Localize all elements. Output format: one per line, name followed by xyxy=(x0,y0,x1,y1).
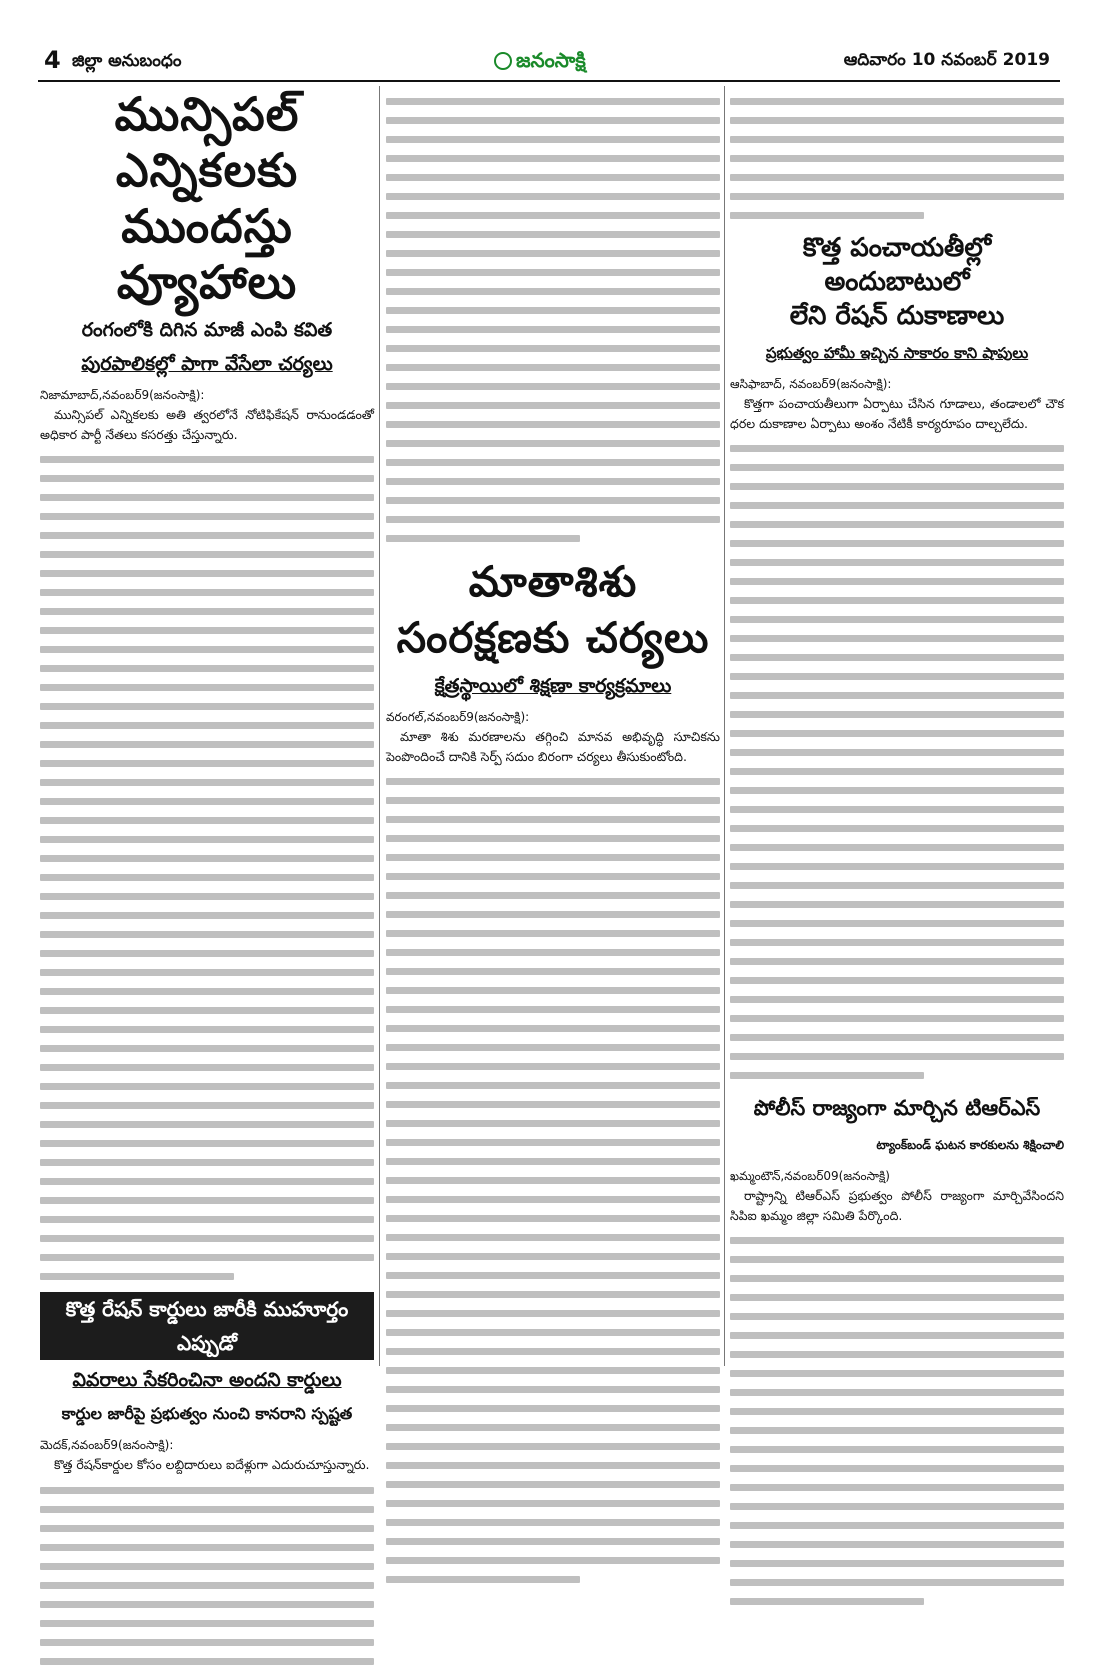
article-headline: సంరక్షణకు చర్యలు xyxy=(396,613,710,662)
article-dateline: మెదక్,నవంబర్9(జనంసాక్షి): xyxy=(40,1438,174,1453)
article-continued xyxy=(730,98,1064,219)
publication-date: ఆదివారం 10 నవంబర్ 2019 xyxy=(843,50,1050,70)
article-dateline: వరంగల్,నవంబర్9(జనంసాక్షి): xyxy=(386,710,530,724)
article-subheadline: వివరాలు సేకరించినా అందని కార్డులు xyxy=(72,1369,342,1392)
article-municipal-elections xyxy=(40,86,374,1280)
article-body xyxy=(730,445,1064,1079)
article-subheadline: పురపాలికల్లో పాగా వేసేలా చర్యలు xyxy=(81,353,333,375)
masthead-rule xyxy=(38,80,1060,82)
article-dateline: ఖమ్మంటౌన్,నవంబర్09(జనంసాక్షి) xyxy=(730,1169,890,1184)
masthead xyxy=(38,46,1060,78)
article-mother-child-care xyxy=(386,554,720,1583)
article-ration-cards-continued xyxy=(386,98,720,542)
article-lead: మున్సిపల్ ఎన్నికలకు అతి త్వరలోనే నోటిఫికేషన్ రానుండడంతో అధికార పార్టీ నేతలు కసరత్తు చేస్తున్నారు. xyxy=(40,407,374,442)
article-subheadline: ప్రభుత్వం హామీ ఇచ్చిన సాకారం కాని షాపులు xyxy=(765,344,1029,362)
article-body xyxy=(40,1487,374,1665)
column-3 xyxy=(730,86,1064,1376)
article-subheadline: రంగంలోకి దిగిన మాజీ ఎంపి కవిత xyxy=(81,319,333,341)
logo-emblem-icon xyxy=(494,52,512,70)
article-lead: కొత్తగా పంచాయతీలుగా ఏర్పాటు చేసిన గూడాలు, తండాలలో చౌక ధరల దుకాణాల ఏర్పాటు అంశం నేటికీ కార్యరూపం దాల్చలేదు. xyxy=(730,396,1064,431)
article-ration-cards xyxy=(40,1292,374,1665)
article-body xyxy=(40,456,374,1280)
paper-name: జనంసాక్షి xyxy=(516,48,586,72)
page-number: 4 xyxy=(44,46,61,74)
article-subheadline: ట్యాంక్‌బండ్ ఘటన కారకులను శిక్షించాలి xyxy=(876,1138,1064,1153)
article-police-state xyxy=(730,1091,1064,1605)
article-body xyxy=(730,1237,1064,1605)
article-lead: రాష్ట్రాన్ని టిఆర్ఎస్ ప్రభుత్వం పోలీస్ రాజ్యంగా మార్చివేసిందని సిపిఐ ఖమ్మం జిల్లా సమితి పేర్కొంది. xyxy=(730,1188,1064,1223)
article-headline: కొత్త రేషన్ కార్డులు జారీకి ముహూర్తం ఎప్పుడో xyxy=(40,1292,374,1360)
article-body xyxy=(386,778,720,1583)
newspaper-logo xyxy=(494,48,586,77)
article-headline: లేని రేషన్ దుకాణాలు xyxy=(789,301,1005,331)
article-ration-shops xyxy=(730,231,1064,1079)
column-divider xyxy=(724,86,725,1366)
article-lead: కొత్త రేషన్‌కార్డుల కోసం లబ్దిదారులు ఐదేళ్లుగా ఎదురుచూస్తున్నారు. xyxy=(54,1457,370,1473)
article-subheadline: కార్డుల జారీపై ప్రభుత్వం నుంచి కానరాని స్పష్టత xyxy=(61,1404,353,1424)
article-headline: పోలీస్ రాజ్యంగా మార్చిన టిఆర్ఎస్ xyxy=(753,1096,1041,1121)
article-subheadline: క్షేత్రస్థాయిలో శిక్షణా కార్యక్రమాలు xyxy=(434,675,672,697)
column-2 xyxy=(386,86,720,1376)
article-dateline: ఆసిఫాబాద్, నవంబర్9(జనంసాక్షి): xyxy=(730,377,892,391)
article-headline: మున్సిపల్ ఎన్నికలకు xyxy=(114,87,300,197)
section-name: జిల్లా అనుబంధం xyxy=(72,51,182,71)
column-divider xyxy=(379,86,380,1366)
article-headline: ముందస్తు వ్యూహాలు xyxy=(116,199,298,309)
article-headline: మాతాశిశు xyxy=(468,557,638,606)
article-dateline: నిజామాబాద్,నవంబర్9(జనంసాక్షి): xyxy=(40,388,205,402)
column-1 xyxy=(40,86,374,1473)
article-headline: కొత్త పంచాయతీల్లో అందుబాటులో xyxy=(802,233,992,297)
article-lead: మాతా శిశు మరణాలను తగ్గించి మానవ అభివృద్ధి సూచికను పెంపొందించే దానికి సెర్ప్ సదుం బిరంగా చర్యలు తీసుకుంటోంది. xyxy=(386,729,720,764)
